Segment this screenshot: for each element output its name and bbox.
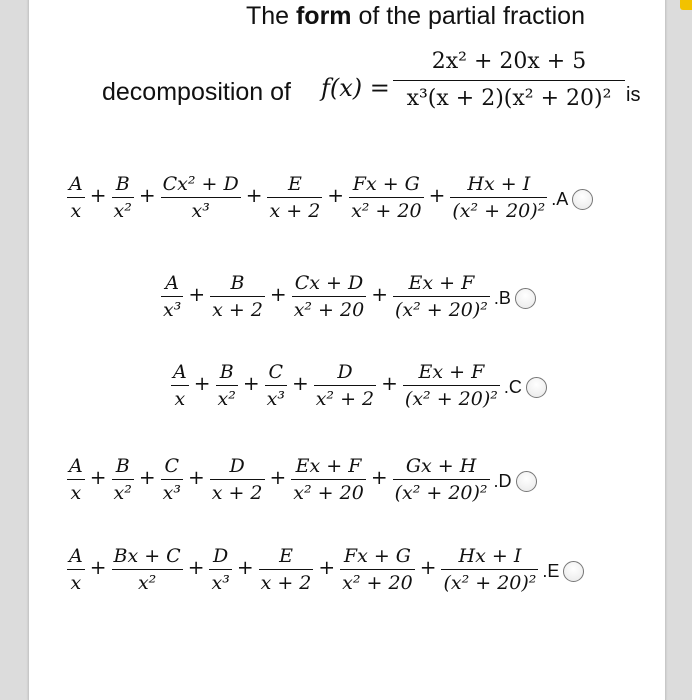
radio-option-c[interactable] — [526, 377, 547, 398]
fraction-term — [209, 545, 231, 594]
term-denominator: x² — [217, 387, 236, 410]
question-card — [28, 0, 666, 700]
term-denominator: (x² + 20)² — [443, 571, 537, 594]
option-row-b — [159, 261, 536, 331]
fraction-term — [403, 361, 500, 410]
term-numerator: A — [69, 544, 83, 567]
option-label-a: .A — [551, 188, 569, 209]
accent-tab — [680, 0, 692, 10]
term-numerator: B — [115, 172, 130, 195]
radio-option-b[interactable] — [515, 288, 536, 309]
fraction-term — [161, 173, 241, 222]
fraction-term — [441, 545, 538, 594]
plus-sign: + — [245, 183, 263, 207]
fraction-term — [259, 545, 314, 594]
term-numerator: D — [229, 454, 245, 477]
term-denominator: x³ — [191, 199, 210, 222]
term-numerator: Ex + F — [418, 360, 485, 383]
fraction-term — [67, 455, 85, 504]
plus-sign: + — [370, 465, 388, 489]
plus-sign: + — [193, 371, 211, 395]
fraction-term — [112, 173, 134, 222]
plus-sign: + — [269, 282, 287, 306]
option-label-c: .C — [503, 376, 522, 397]
plus-sign: + — [187, 465, 205, 489]
plus-sign: + — [89, 555, 107, 579]
fraction-term — [292, 272, 367, 321]
term-numerator: Cx + D — [294, 271, 364, 294]
fraction-term — [67, 545, 85, 594]
term-numerator: E — [279, 544, 293, 567]
plus-sign: + — [138, 183, 156, 207]
term-denominator: x³ — [162, 481, 181, 504]
term-numerator: A — [69, 454, 83, 477]
term-numerator: C — [164, 454, 180, 477]
given-fraction-bar — [393, 80, 625, 81]
fraction-term — [291, 455, 366, 504]
option-row-a — [65, 162, 593, 232]
fraction-term — [393, 272, 490, 321]
option-row-c — [169, 350, 547, 420]
term-denominator: x³ — [266, 387, 285, 410]
term-denominator: (x² + 20)² — [394, 481, 488, 504]
term-denominator: x — [70, 199, 82, 222]
term-numerator: D — [213, 544, 229, 567]
term-denominator: (x² + 20)² — [404, 387, 498, 410]
plus-sign: + — [89, 465, 107, 489]
plus-sign: + — [371, 282, 388, 306]
term-numerator: Cx² + D — [162, 172, 239, 195]
plus-sign: + — [187, 555, 205, 579]
radio-option-a[interactable] — [572, 189, 593, 210]
plus-sign: + — [381, 371, 398, 395]
term-numerator: C — [268, 360, 284, 383]
fraction-term — [210, 272, 265, 321]
fraction-term — [210, 455, 265, 504]
term-denominator: x — [174, 387, 186, 410]
fraction-term — [450, 173, 547, 222]
function-name: f(x) = — [321, 74, 390, 102]
term-denominator: x — [70, 481, 82, 504]
term-numerator: Fx + G — [343, 544, 411, 567]
option-row-d — [65, 444, 537, 514]
term-numerator: Bx + C — [113, 544, 181, 567]
option-label-d: .D — [493, 470, 512, 491]
radio-option-e[interactable] — [563, 561, 584, 582]
fraction-term — [112, 455, 134, 504]
fraction-term — [349, 173, 424, 222]
term-denominator: x² + 20 — [293, 298, 365, 321]
term-denominator: x — [70, 571, 82, 594]
given-fraction — [393, 46, 625, 115]
term-denominator: x² + 20 — [293, 481, 364, 504]
term-numerator: Ex + F — [295, 454, 362, 477]
term-numerator: A — [165, 271, 180, 294]
option-label-b: .B — [493, 287, 511, 308]
term-numerator: Hx + I — [458, 544, 522, 567]
fraction-term — [161, 455, 183, 504]
question-line-2-suffix: is — [626, 84, 641, 106]
term-denominator: x³ — [211, 571, 230, 594]
radio-option-d[interactable] — [516, 471, 537, 492]
term-numerator: B — [219, 360, 234, 383]
term-numerator: Fx + G — [352, 172, 420, 195]
term-denominator: x² + 20 — [342, 571, 413, 594]
term-denominator: x + 2 — [260, 571, 312, 594]
option-row-e — [65, 534, 584, 604]
plus-sign: + — [327, 183, 345, 207]
term-denominator: x³ — [163, 298, 182, 321]
fraction-term — [171, 361, 189, 410]
term-denominator: x + 2 — [212, 298, 263, 321]
given-numerator: 2x² + 20x + 5 — [431, 49, 587, 74]
term-denominator: x + 2 — [269, 199, 321, 222]
fraction-term — [265, 361, 287, 410]
fraction-term — [67, 173, 85, 222]
fraction-term — [216, 361, 238, 410]
term-numerator: A — [69, 172, 83, 195]
term-numerator: A — [173, 360, 187, 383]
plus-sign: + — [291, 371, 309, 395]
question-line-1 — [246, 2, 585, 31]
term-numerator: Gx + H — [405, 454, 477, 477]
question-line-2-prefix: decomposition of — [102, 78, 292, 106]
plus-sign: + — [188, 282, 206, 306]
plus-sign: + — [138, 465, 156, 489]
term-numerator: Hx + I — [467, 172, 531, 195]
term-denominator: x² — [137, 571, 157, 594]
term-denominator: x² + 2 — [315, 387, 375, 410]
plus-sign: + — [419, 555, 437, 579]
fraction-term — [267, 173, 322, 222]
term-denominator: (x² + 20)² — [452, 199, 546, 222]
option-label-e: .E — [542, 560, 560, 581]
given-denominator: x³(x + 2)(x² + 20)² — [406, 86, 612, 111]
question-text-1: The form of the partial fraction — [245, 2, 585, 30]
fraction-term — [314, 361, 376, 410]
plus-sign: + — [318, 555, 336, 579]
term-numerator: B — [115, 454, 130, 477]
fraction-term — [340, 545, 415, 594]
term-numerator: B — [230, 271, 245, 294]
fraction-term — [393, 455, 490, 504]
term-numerator: D — [337, 360, 353, 383]
plus-sign: + — [236, 555, 254, 579]
fraction-term — [112, 545, 183, 594]
term-denominator: (x² + 20)² — [394, 298, 488, 321]
term-denominator: x + 2 — [211, 481, 263, 504]
term-denominator: x² + 20 — [351, 199, 422, 222]
term-denominator: x² — [113, 199, 132, 222]
term-numerator: E — [287, 172, 302, 195]
term-denominator: x² — [113, 481, 132, 504]
plus-sign: + — [428, 183, 446, 207]
plus-sign: + — [269, 465, 287, 489]
term-numerator: Ex + F — [408, 271, 475, 294]
fraction-term — [161, 272, 183, 321]
plus-sign: + — [89, 183, 107, 207]
plus-sign: + — [242, 371, 260, 395]
